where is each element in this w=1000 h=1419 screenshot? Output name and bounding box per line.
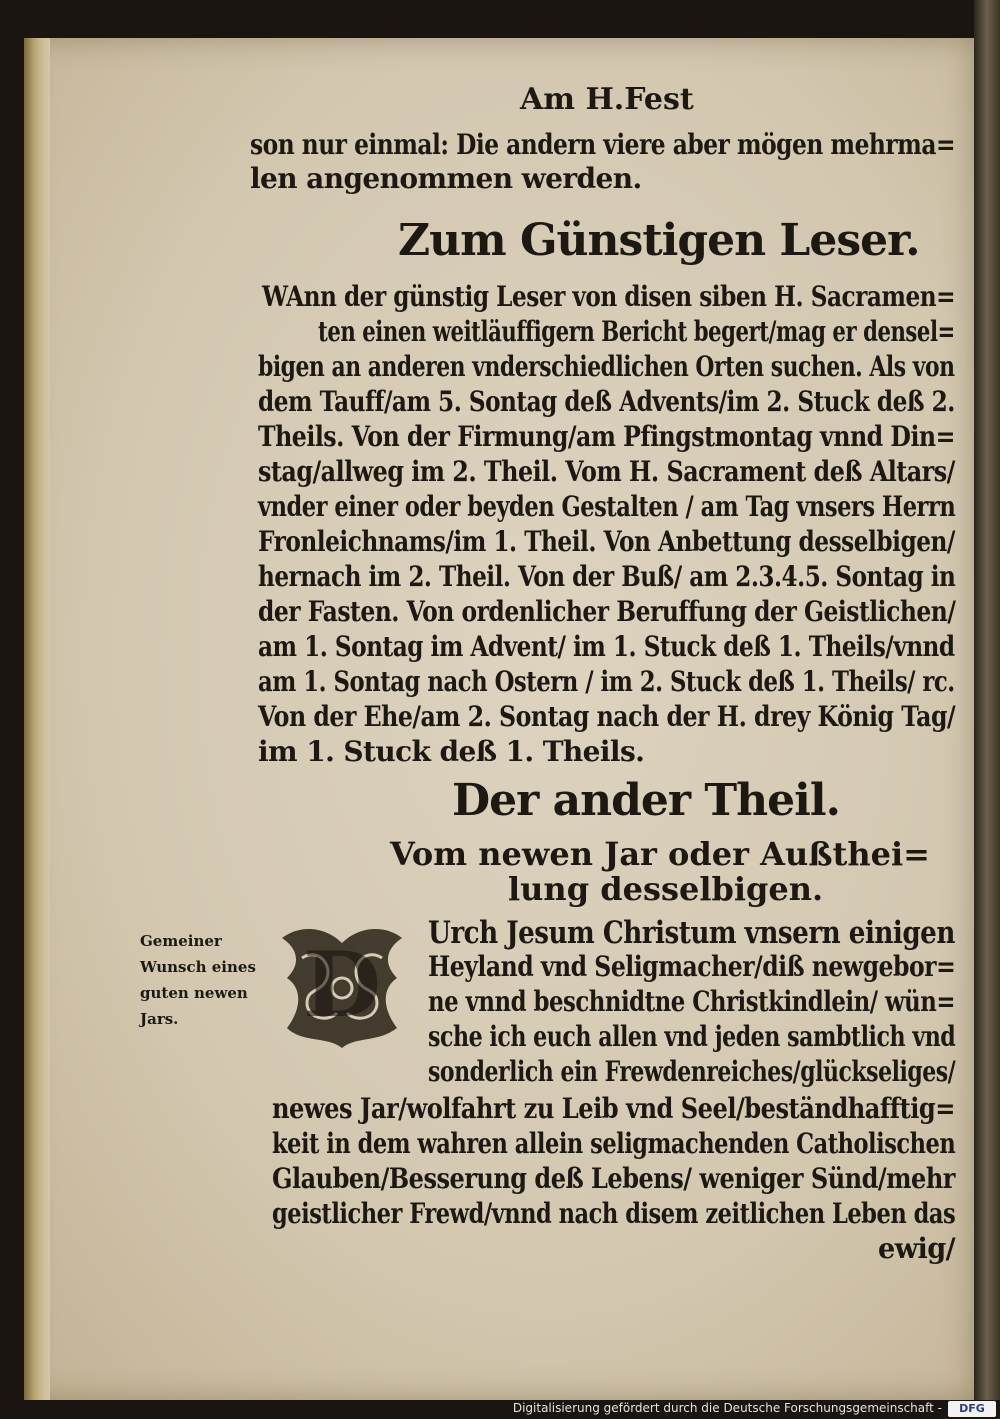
page-edge xyxy=(974,0,1000,1419)
margin-note-line: guten newen xyxy=(140,984,248,1002)
section-subtitle: Vom newen Jar oder Außthei= xyxy=(390,835,930,873)
body-line: WAnn der günstig Leser von disen siben H. Sacramen= xyxy=(262,280,956,313)
body-line: Glauben/Besserung deß Lebens/ weniger Sünd/mehr xyxy=(272,1162,955,1195)
margin-note xyxy=(140,928,260,1032)
dfg-logo: DFG xyxy=(948,1401,996,1417)
body-line: sonderlich ein Frewdenreiches/glückseliges/ xyxy=(428,1055,956,1088)
body-line: am 1. Sontag nach Ostern / im 2. Stuck deß 1. Theils/ rc. xyxy=(258,665,955,698)
body-line: sche ich euch allen vnd jeden sambtlich vnd xyxy=(428,1020,956,1053)
body-line: ne vnnd beschnidtne Christkindlein/ wün= xyxy=(428,985,955,1018)
body-line: hernach im 2. Theil. Von der Buß/ am 2.3.4.5. Sontag in xyxy=(258,560,956,593)
body-line: geistlicher Frewd/vnnd nach disem zeitlichen Leben das xyxy=(272,1197,956,1230)
body-line: stag/allweg im 2. Theil. Vom H. Sacrament deß Altars/ xyxy=(258,455,955,488)
body-line: der Fasten. Von ordenlicher Beruffung der Geistlichen/ xyxy=(258,595,956,628)
section-title: Der ander Theil. xyxy=(452,775,840,826)
section-title: Zum Günstigen Leser. xyxy=(398,215,920,266)
ornament-icon xyxy=(272,918,412,1058)
catchword: ewig/ xyxy=(878,1232,955,1265)
footer-credit: Digitalisierung gefördert durch die Deutsche Forschungsgemeinschaft - xyxy=(512,1401,942,1415)
body-line: Theils. Von der Firmung/am Pfingstmontag vnnd Din= xyxy=(258,420,955,453)
body-line: Urch Jesum Christum vnsern einigen xyxy=(428,915,955,951)
body-line: Heyland vnd Seligmacher/diß newgebor= xyxy=(428,950,956,983)
body-line: dem Tauff/am 5. Sontag deß Advents/im 2. Stuck deß 2. xyxy=(258,385,955,418)
section-subtitle: lung desselbigen. xyxy=(508,870,824,908)
book-spine xyxy=(24,38,50,1400)
svg-text:D: D xyxy=(302,932,382,1038)
body-line: am 1. Sontag im Advent/ im 1. Stuck deß 1. Theils/vnnd xyxy=(258,630,955,663)
body-line: im 1. Stuck deß 1. Theils. xyxy=(258,735,645,768)
body-line: newes Jar/wolfahrt zu Leib vnd Seel/beständhafftig= xyxy=(272,1092,955,1125)
margin-note-line: Jars. xyxy=(140,1010,179,1028)
body-line: ten einen weitläuffigern Bericht begert/mag er densel= xyxy=(318,315,955,348)
running-head: Am H.Fest xyxy=(520,82,694,117)
decorated-initial xyxy=(272,918,412,1058)
intro-line: len angenommen werden. xyxy=(250,162,642,195)
body-line: vnder einer oder beyden Gestalten / am Tag vnsers Herrn xyxy=(258,490,956,523)
margin-note-line: Wunsch eines xyxy=(140,958,256,976)
body-line: bigen an anderen vnderschiedlichen Orten suchen. Als von xyxy=(258,350,955,383)
body-line: Fronleichnams/im 1. Theil. Von Anbettung desselbigen/ xyxy=(258,525,955,558)
body-line: keit in dem wahren allein seligmachenden Catholischen xyxy=(272,1127,956,1160)
body-line: Von der Ehe/am 2. Sontag nach der H. drey König Tag/ xyxy=(258,700,956,733)
margin-note-line: Gemeiner xyxy=(140,932,222,950)
intro-line: son nur einmal: Die andern viere aber mögen mehrma= xyxy=(250,128,956,161)
